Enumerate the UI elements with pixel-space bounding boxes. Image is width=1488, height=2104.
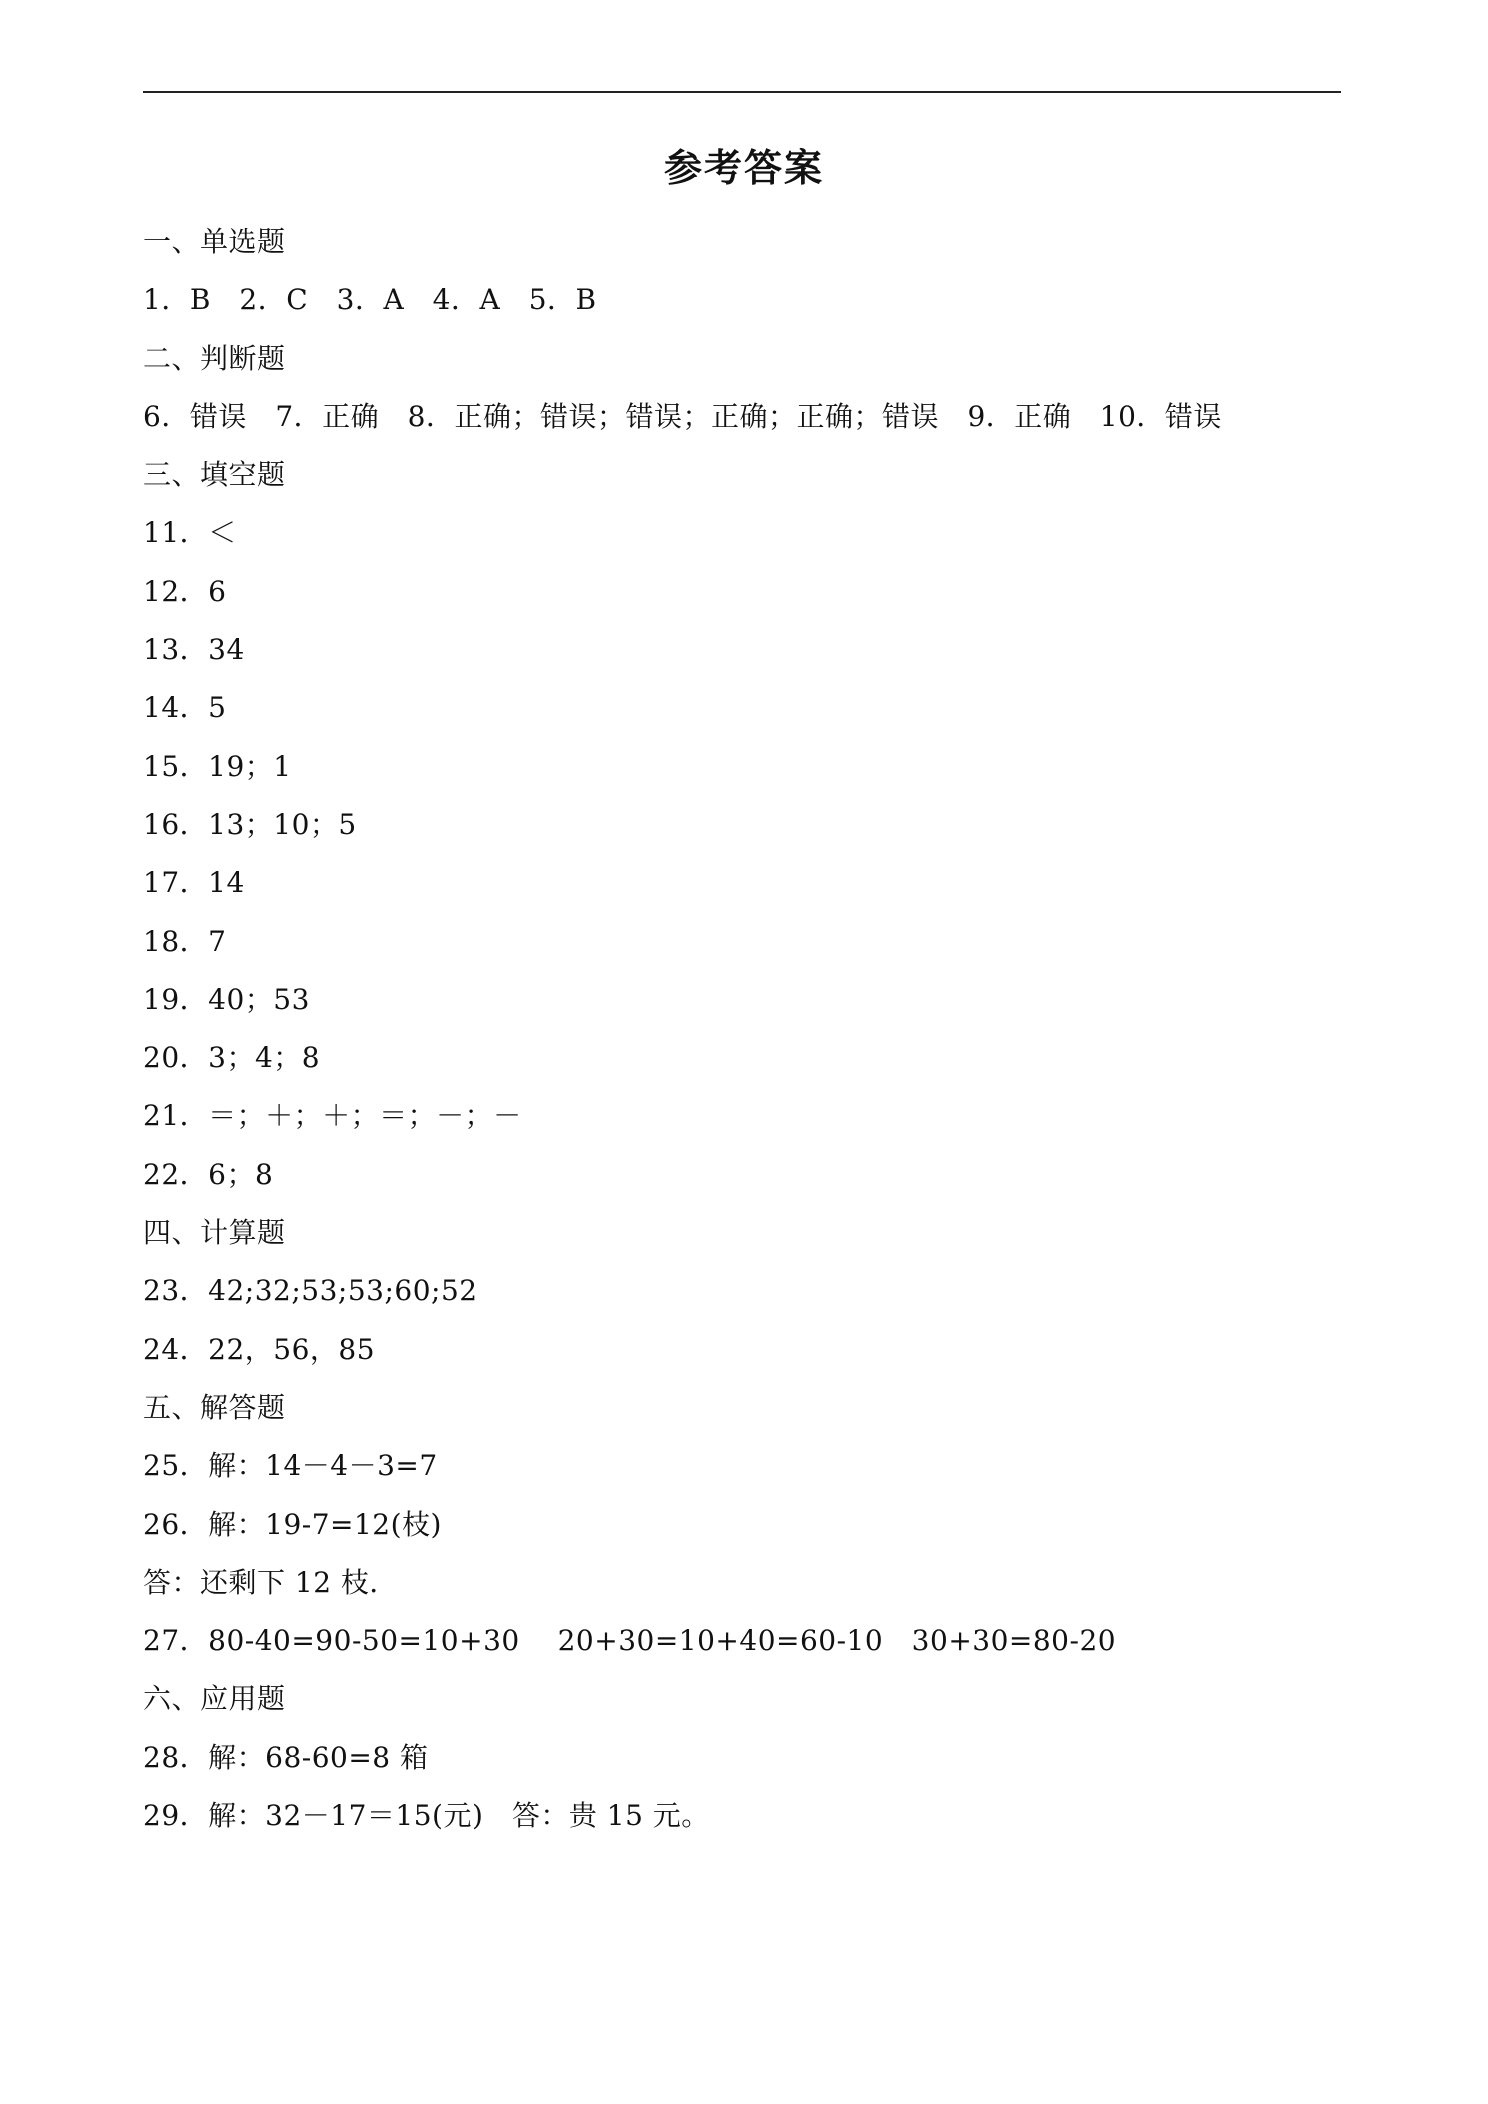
section-heading-solution: 五、解答题 bbox=[143, 1390, 286, 1424]
answer-line-6-10: 6．错误 7．正确 8．正确；错误；错误；正确；正确；错误 9．正确 10．错误 bbox=[143, 399, 1222, 433]
answer-line-12: 12．6 bbox=[143, 574, 227, 608]
answer-line-24: 24．22，56，85 bbox=[143, 1332, 376, 1366]
header-rule bbox=[143, 91, 1341, 93]
answer-line-11: 11．＜ bbox=[143, 516, 237, 550]
section-heading-application: 六、应用题 bbox=[143, 1682, 286, 1716]
answer-line-20: 20．3；4；8 bbox=[143, 1041, 321, 1075]
answer-line-21: 21．＝；＋；＋；＝；－；－ bbox=[143, 1099, 522, 1133]
answer-list bbox=[143, 213, 1341, 1845]
section-heading-true-false: 二、判断题 bbox=[143, 341, 286, 375]
section-heading-calculation: 四、计算题 bbox=[143, 1216, 286, 1250]
answer-line-27: 27．80-40=90-50=10+30 20+30=10+40=60-10 30+30=80-20 bbox=[143, 1624, 1117, 1658]
answer-line-1-5: 1．B 2．C 3．A 4．A 5．B bbox=[143, 283, 597, 317]
answer-line-19: 19．40；53 bbox=[143, 982, 310, 1016]
answer-line-23: 23．42;32;53;53;60;52 bbox=[143, 1274, 478, 1308]
answer-line-22: 22．6；8 bbox=[143, 1157, 274, 1191]
answer-line-28: 28．解：68-60=8 箱 bbox=[143, 1740, 429, 1774]
section-heading-fill-blank: 三、填空题 bbox=[143, 458, 286, 492]
answer-line-15: 15．19；1 bbox=[143, 749, 292, 783]
answer-line-17: 17．14 bbox=[143, 866, 245, 900]
answer-line-16: 16．13；10；5 bbox=[143, 807, 357, 841]
answer-line-25: 25．解：14－4－3=7 bbox=[143, 1449, 438, 1483]
page-title: 参考答案 bbox=[663, 145, 824, 190]
section-heading-single-choice: 一、单选题 bbox=[143, 225, 286, 258]
answer-line-18: 18．7 bbox=[143, 924, 227, 958]
answer-line-14: 14．5 bbox=[143, 691, 227, 725]
answer-line-26-answer: 答：还剩下 12 枝． bbox=[143, 1565, 398, 1599]
answer-line-26: 26．解：19-7=12(枝) bbox=[143, 1507, 442, 1541]
answer-line-29: 29．解：32－17＝15(元) 答：贵 15 元。 bbox=[143, 1799, 710, 1833]
answer-line-13: 13．34 bbox=[143, 633, 245, 667]
